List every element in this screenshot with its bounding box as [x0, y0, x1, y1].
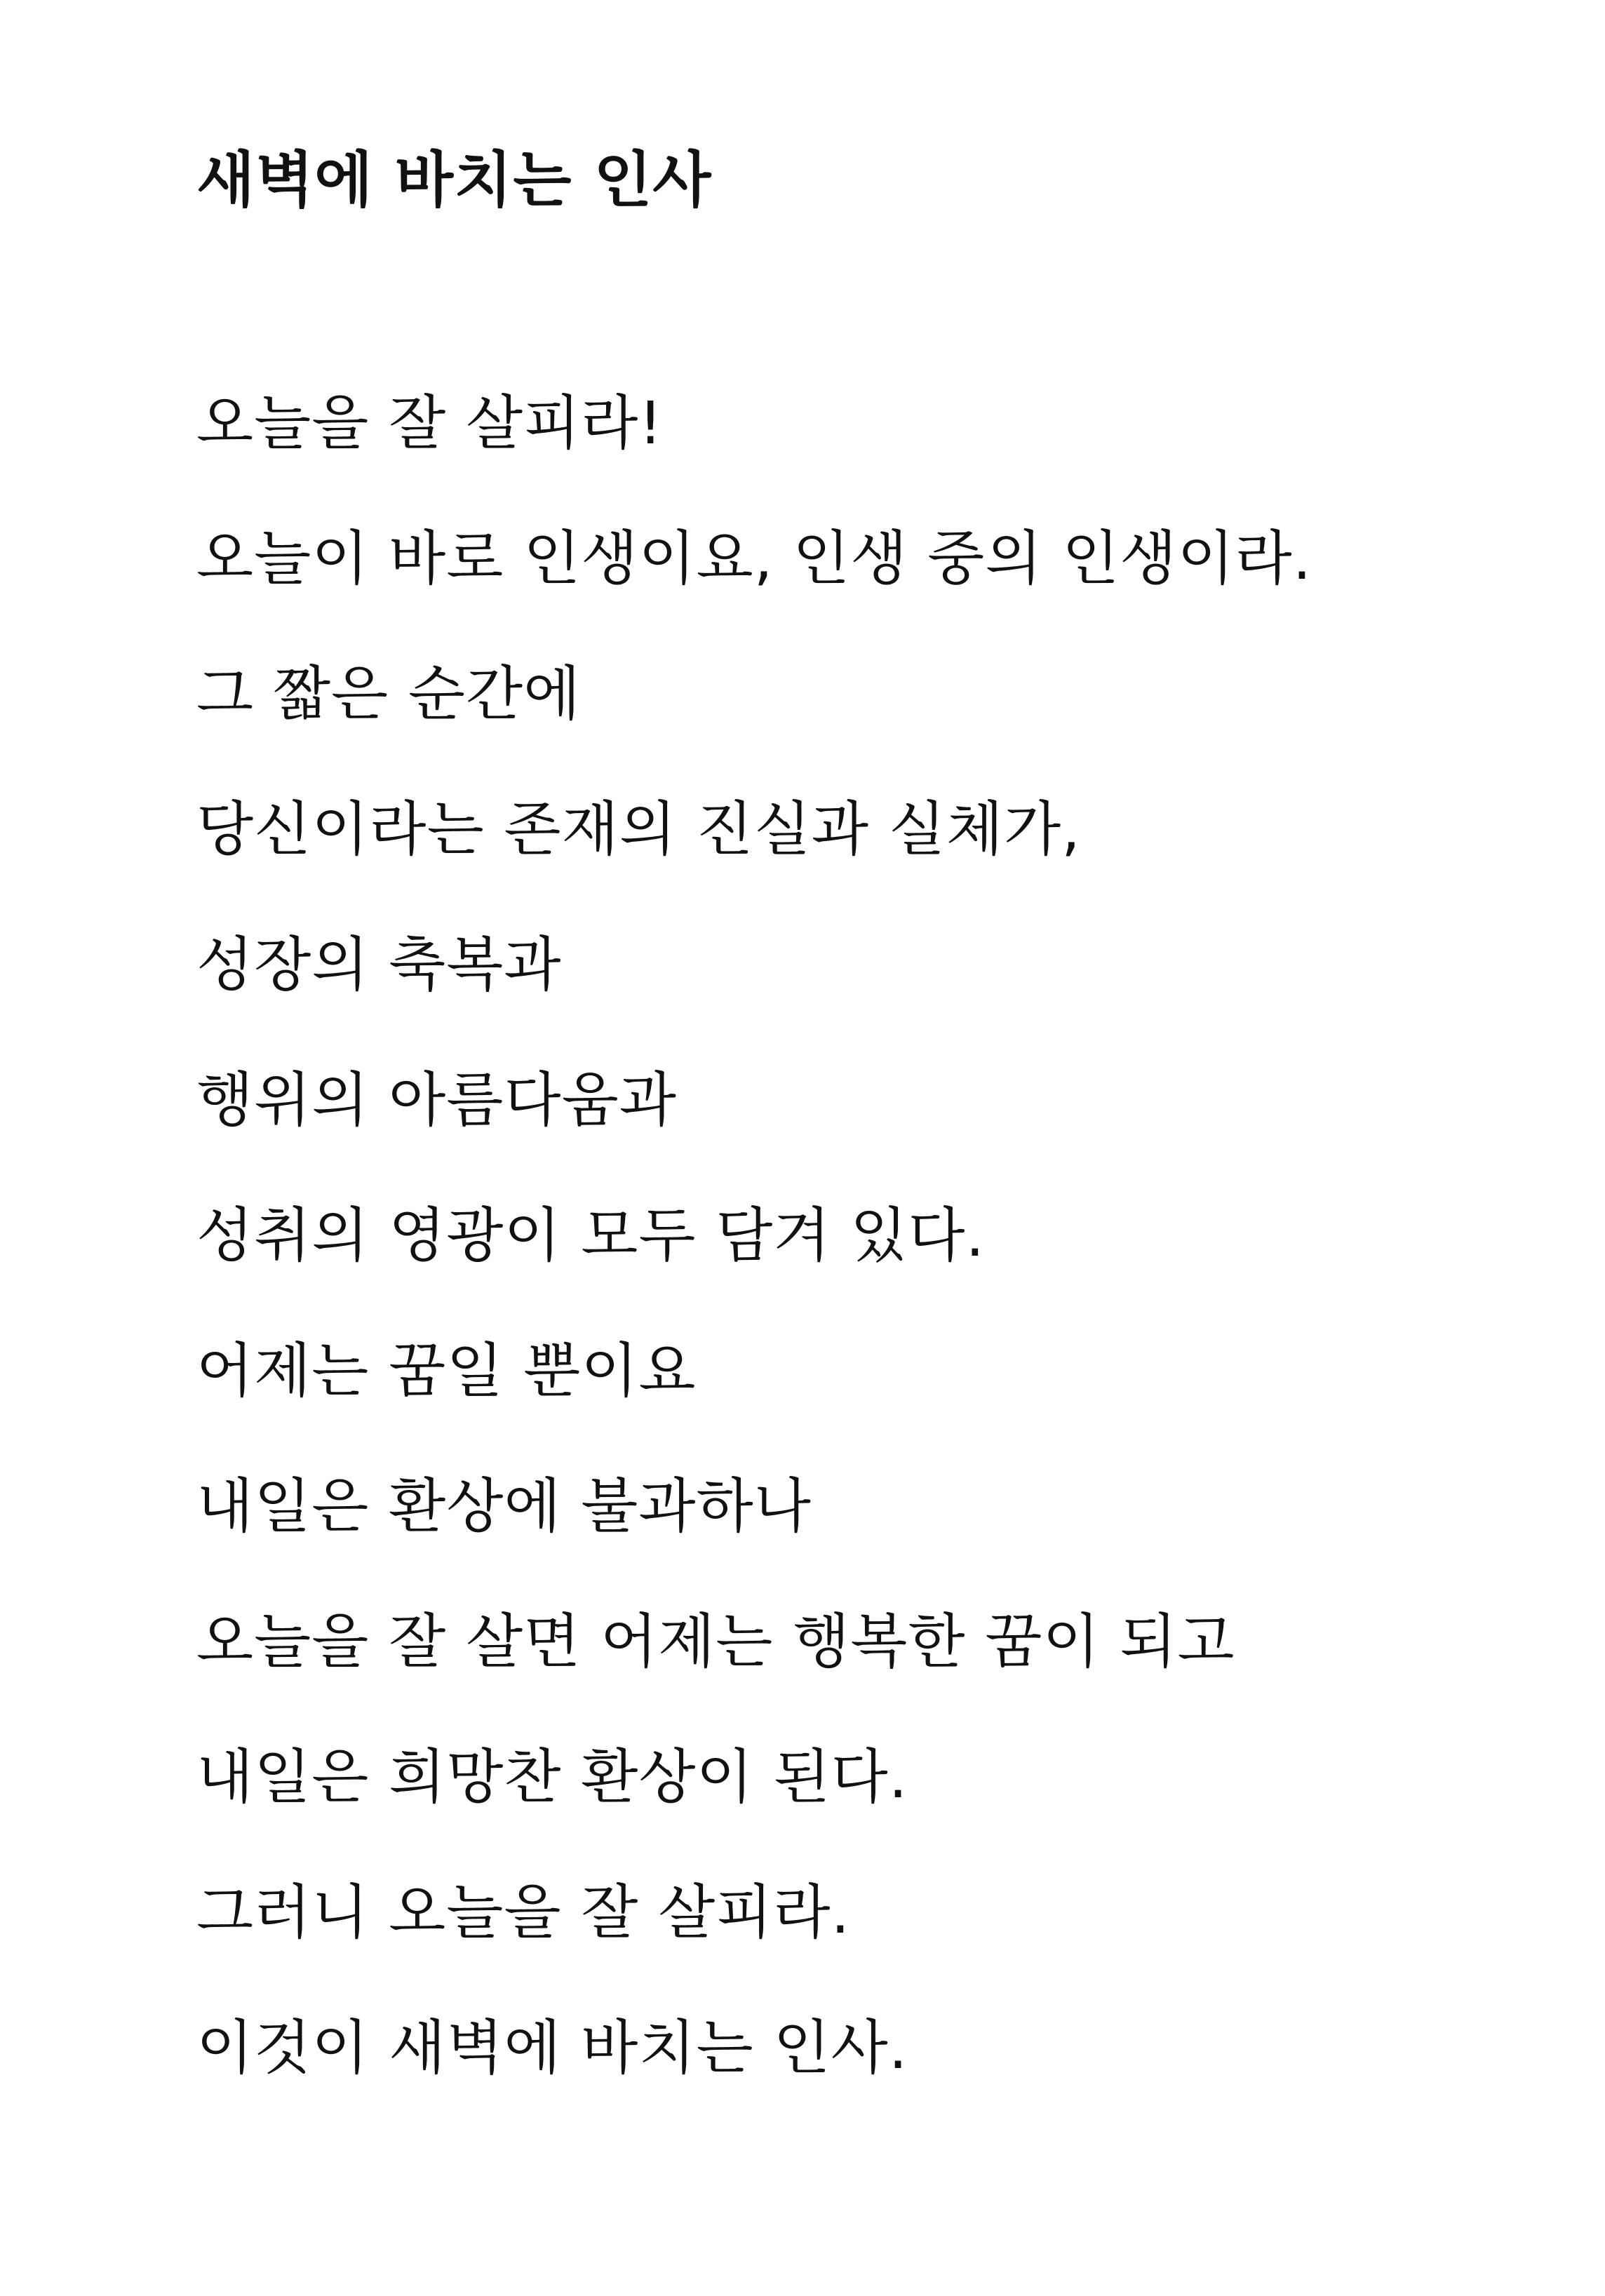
poem-line: 그러니 오늘을 잘 살피라.	[196, 1878, 851, 1947]
poem-title: 새벽에 바치는 인사	[196, 145, 712, 215]
poem-line: 성장의 축복과	[196, 930, 562, 999]
poem-body	[196, 389, 1312, 2149]
poem-line: 행위의 아름다움과	[196, 1066, 677, 1134]
poem-line: 오늘을 잘 살면 어제는 행복한 꿈이 되고	[196, 1607, 1235, 1676]
poem-line: 어제는 꿈일 뿐이요	[196, 1336, 697, 1405]
poem-line: 오늘을 잘 살피라!	[196, 389, 664, 457]
poem-line: 내일은 희망찬 환상이 된다.	[196, 1743, 908, 1811]
poem-line: 당신이라는 존재의 진실과 실체가,	[196, 795, 1081, 864]
poem-line: 그 짧은 순간에	[196, 659, 582, 728]
poem-line: 내일은 환상에 불과하나	[196, 1472, 812, 1540]
poem-line: 오늘이 바로 인생이요, 인생 중의 인생이라.	[196, 524, 1312, 593]
poem-line: 성취의 영광이 모두 담겨 있다.	[196, 1201, 986, 1270]
poem-line: 이것이 새벽에 바치는 인사.	[196, 2013, 908, 2082]
